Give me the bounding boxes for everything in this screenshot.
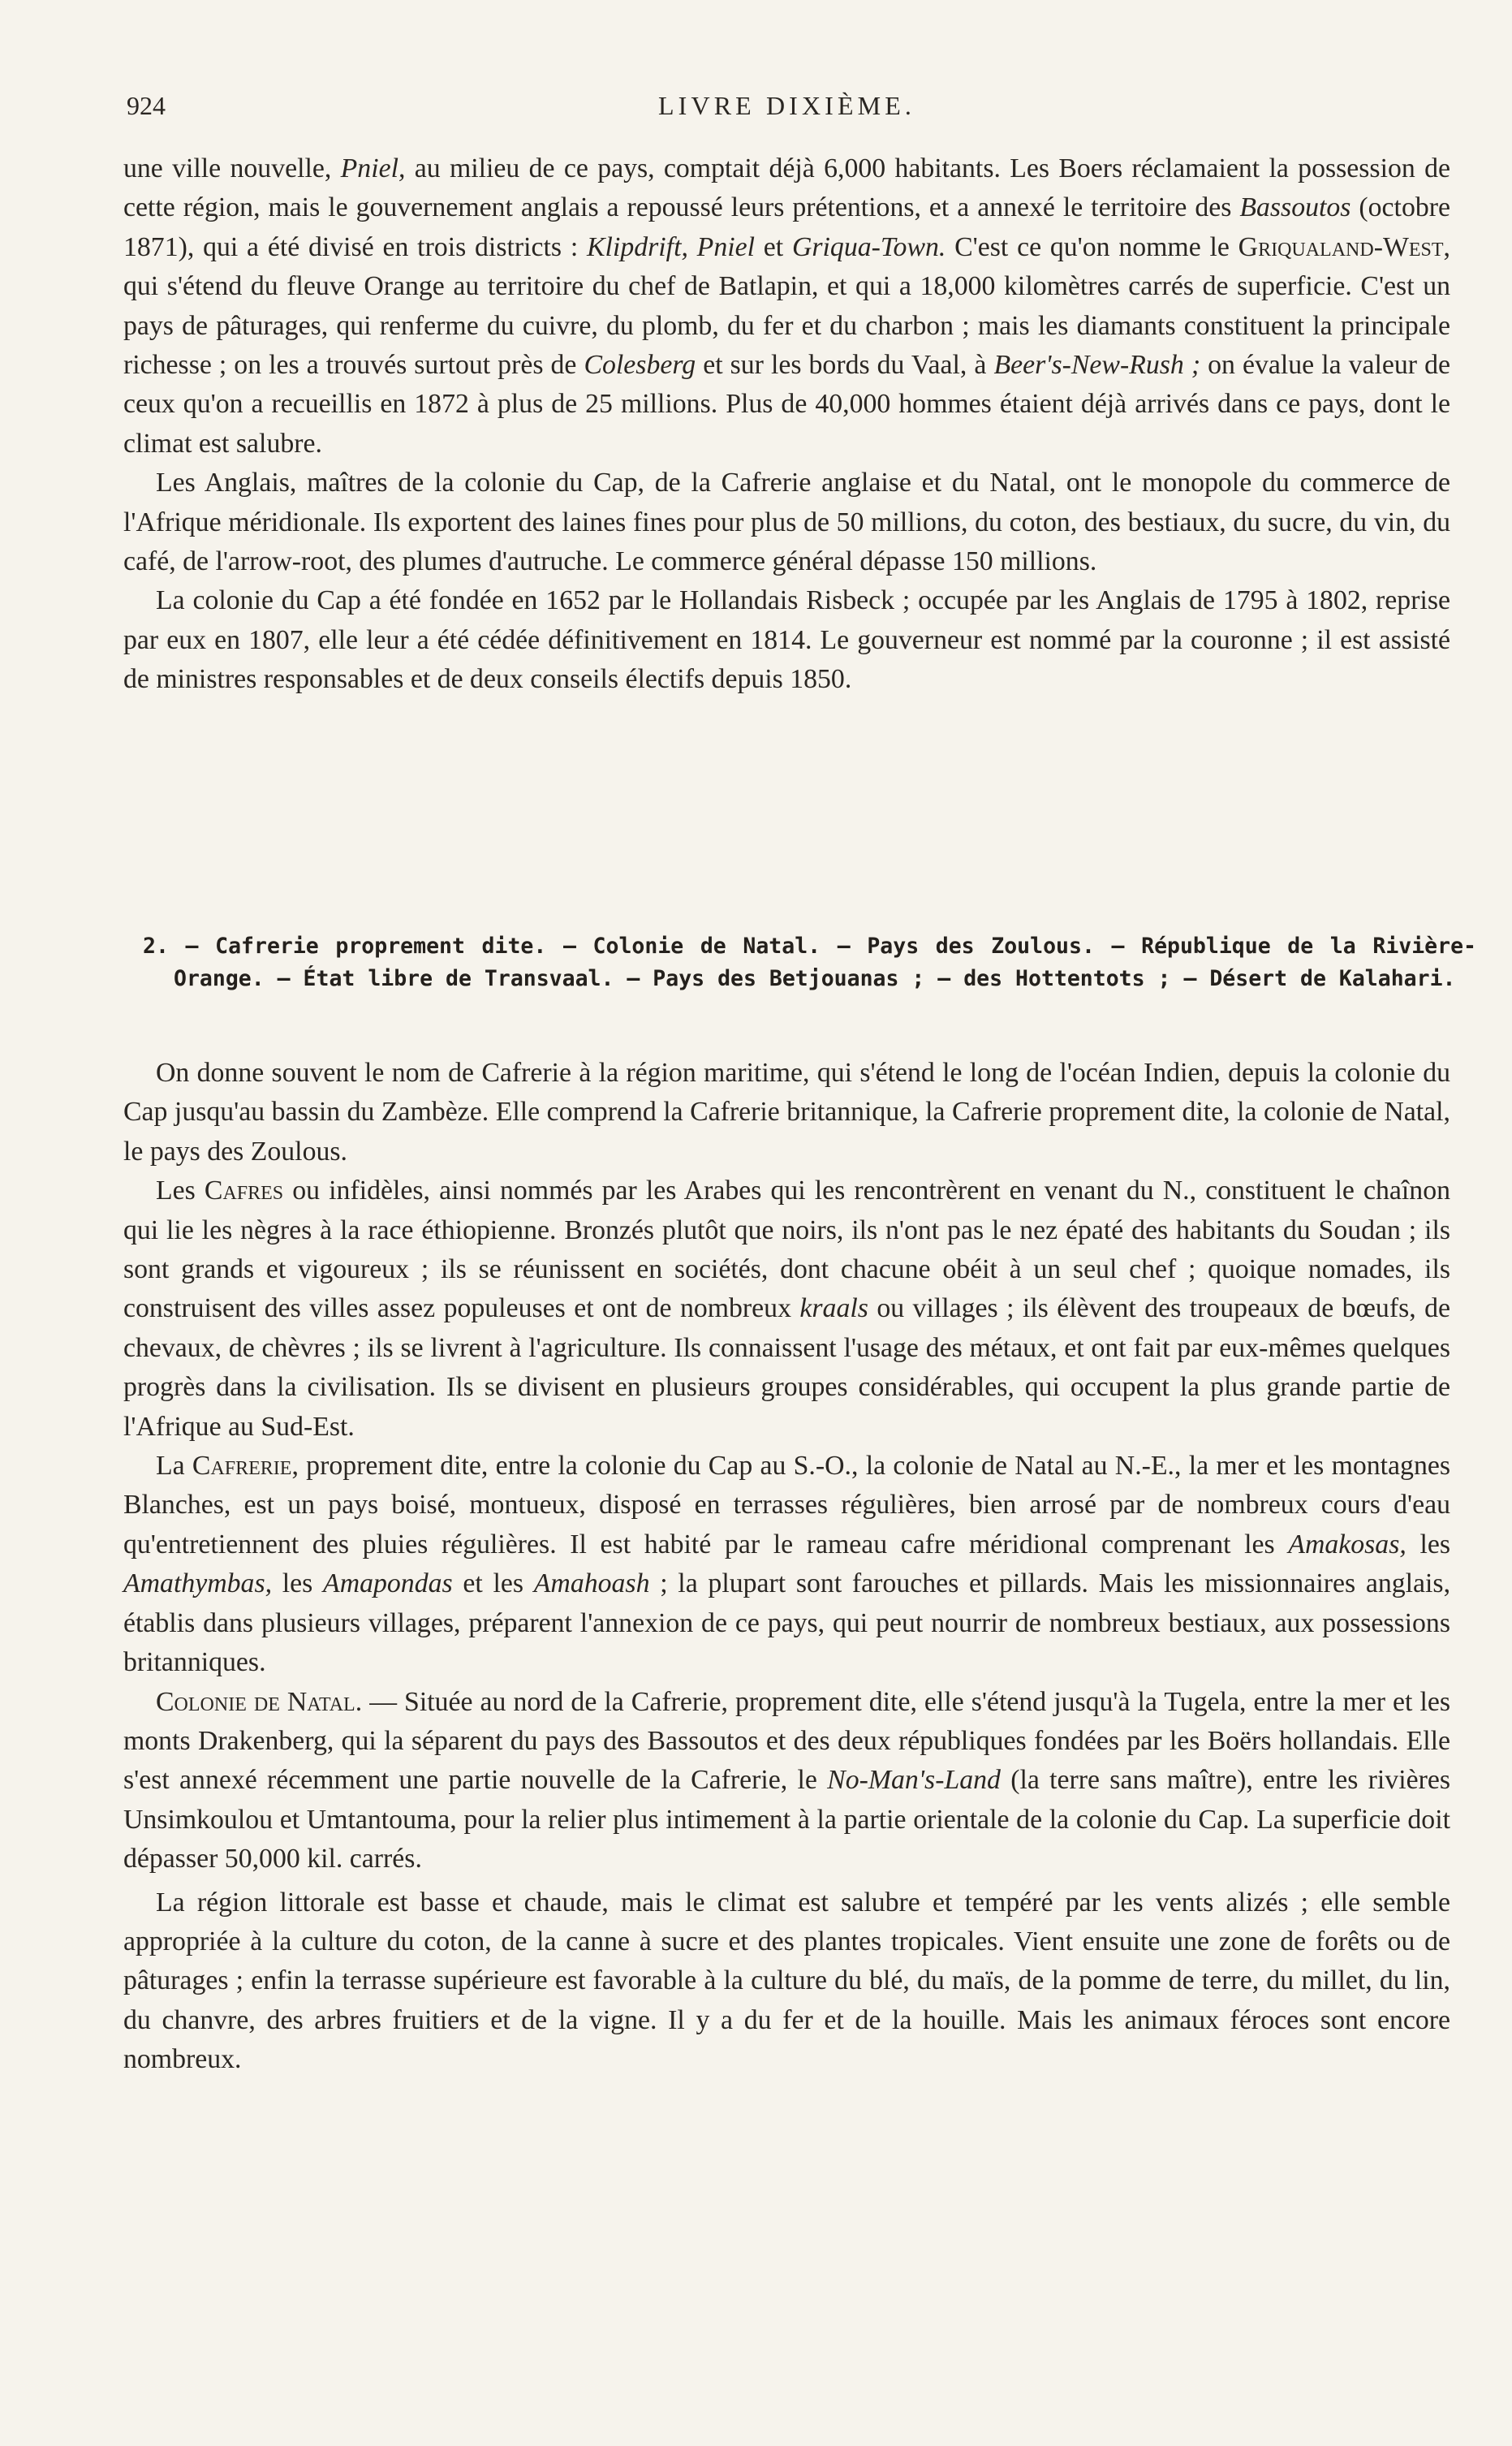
- paragraph-griqualand: une ville nouvelle, Pniel, au milieu de ce pays, comptait déjà 6,000 habitants. Les Boers réclamaient la possession de cette région, mais le gouvernement anglais a repoussé leurs prétentions, et a annexé le territoire des Bassoutos (octobre 1871), qui a été divisé en trois districts : Klipdrift, Pniel et Griqua-Town. C'est ce qu'on nomme le Griqualand-West, qui s'étend du fleuve Orange au territoire du chef de Batlapin, et qui a 18,000 kilomètres carrés de superficie. C'est un pays de pâturages, qui renferme du cuivre, du plomb, du fer et du charbon ; mais les diamants constituent la principale richesse ; on les a trouvés surtout près de Colesberg et sur les bords du Vaal, à Beer's-New-Rush ; on évalue la valeur de ceux qu'on a recueillis en 1872 à plus de 25 millions. Plus de 40,000 hommes étaient déjà arrivés dans ce pays, dont le climat est salubre.: [123, 153, 1450, 459]
- paragraph-natal-climate: La région littorale est basse et chaude, mais le climat est salubre et tempéré par les vents alizés ; elle semble appropriée à la culture du coton, de la canne à sucre et des plantes tropicales. Vient ensuite une zone de forêts ou de pâturages ; enfin la terrasse supérieure est favorable à la culture du blé, du maïs, de la pomme de terre, du millet, du lin, du chanvre, des arbres fruitiers et de la vigne. Il y a du fer et de la houille. Mais les animaux féroces sont encore nombreux.: [123, 1887, 1450, 2075]
- running-head: LIVRE DIXIÈME.: [658, 91, 915, 120]
- paragraph-commerce: Les Anglais, maîtres de la colonie du Cap, de la Cafrerie anglaise et du Natal, ont le monopole du commerce de l'Afrique méridionale. Ils exportent des laines fines pour plus de 50 millions, du coton, des bestiaux, du sucre, du vin, du café, de l'arrow-root, des plumes d'autruche. Le commerce général dépasse 150 millions.: [123, 468, 1450, 577]
- text-block-griqualand: [123, 149, 1450, 700]
- paragraph-cape-history: La colonie du Cap a été fondée en 1652 par le Hollandais Risbeck ; occupée par les Anglais de 1795 à 1802, reprise par eux en 1807, elle leur a été cédée définitivement en 1814. Le gouverneur est nommé par la couronne ; il est assisté de ministres responsables et de deux conseils électifs depuis 1850.: [123, 585, 1450, 695]
- paragraph-cafres: Les Cafres ou infidèles, ainsi nommés par les Arabes qui les rencontrèrent en venant du N., constituent le chaînon qui lie les nègres à la race éthiopienne. Bronzés plutôt que noirs, ils n'ont pas le nez épaté des habitants du Soudan ; ils sont grands et vigoureux ; ils se réunissent en sociétés, dont chacune obéit à un seul chef ; quoique nomades, ils construisent des villes assez populeuses et ont de nombreux kraals ou villages ; ils élèvent des troupeaux de bœufs, de chevaux, de chèvres ; ils se livrent à l'agriculture. Ils connaissent l'usage des métaux, et ont fait par eux-mêmes quelques progrès dans la civilisation. Ils se divisent en plusieurs groupes considérables, qui occupent la plus grande partie de l'Afrique au Sud-Est.: [123, 1176, 1450, 1442]
- text-block-cafrerie: [123, 1054, 1450, 2080]
- paragraph-cafrerie-intro: On donne souvent le nom de Cafrerie à la région maritime, qui s'étend le long de l'océan Indien, depuis la colonie du Cap jusqu'au bassin du Zambèze. Elle comprend la Cafrerie britannique, la Cafrerie proprement dite, la colonie de Natal, le pays des Zoulous.: [123, 1058, 1450, 1167]
- section-heading: 2. — Cafrerie proprement dite. — Colonie de Natal. — Pays des Zoulous. — République de la Rivière-Orange. — État libre de Transvaal. — Pays des Betjouanas ; — des Hottentots ; — Désert de Kalahari.: [143, 934, 1476, 991]
- page-number: 924: [127, 91, 166, 120]
- paragraph-natal: Colonie de Natal. — Située au nord de la Cafrerie, proprement dite, elle s'étend jusqu'à la Tugela, entre la mer et les monts Drakenberg, qui la séparent du pays des Bassoutos et des deux républiques fondées par les Boërs hollandais. Elle s'est annexé récemment une partie nouvelle de la Cafrerie, le No-Man's-Land (la terre sans maître), entre les rivières Unsimkoulou et Umtantouma, pour la relier plus intimement à la partie orientale de la colonie du Cap. La superficie doit dépasser 50,000 kil. carrés.: [123, 1686, 1450, 1874]
- paragraph-cafrerie-proper: La Cafrerie, proprement dite, entre la colonie du Cap au S.-O., la colonie de Natal au N.-E., la mer et les montagnes Blanches, est un pays boisé, montueux, disposé en terrasses régulières, bien arrosé par de nombreux cours d'eau qu'entretiennent des pluies régulières. Il est habité par le rameau cafre méridional comprenant les Amakosas, les Amathymbas, les Amapondas et les Amahoash ; la plupart sont farouches et pillards. Mais les missionnaires anglais, établis dans plusieurs villages, préparent l'annexion de ce pays, qui peut nourrir de nombreux bestiaux, aux possessions britanniques.: [123, 1451, 1451, 1678]
- page-header: [127, 91, 1447, 130]
